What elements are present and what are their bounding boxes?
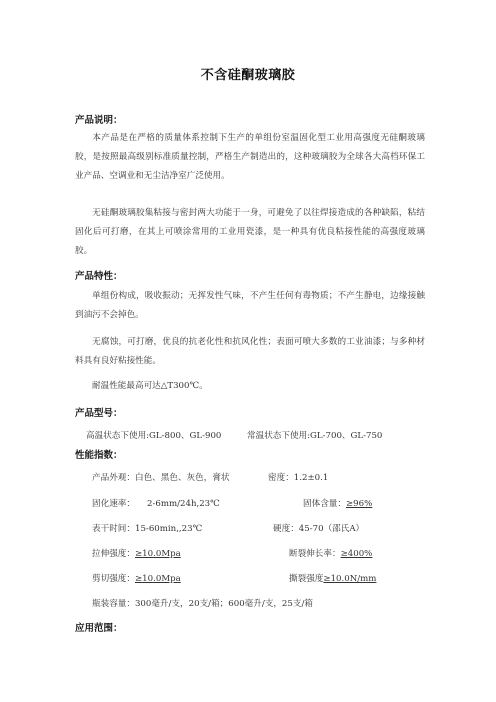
spec-shear-label: 剪切强度： <box>92 574 135 584</box>
spec-cure-rate <box>92 497 220 509</box>
spec-tensile-value: ≥10.0Mpa <box>134 549 181 559</box>
spec-packaging: 瓶装容量：300毫升/支，20支/箱；600毫升/支，25支/箱 <box>92 599 313 609</box>
heading-application: 应用范围： <box>75 623 123 634</box>
spec-tear-value: ≥10.0N/mm <box>323 574 377 584</box>
spec-elongation-label: 断裂伸长率： <box>289 549 341 559</box>
description-text-2: 无硅酮玻璃胶集粘接与密封两大功能于一身，可避免了以往焊接造成的各种缺陷，粘结固化后可打磨，在其上可喷涂常用的工业用瓷漆，是一种具有优良粘接性能的高强度玻璃胶。 <box>75 208 425 256</box>
spec-tear-label: 撕裂强度 <box>289 574 324 584</box>
spec-hardness <box>273 522 364 534</box>
features-text-1: 单组份构成，吸收振动；无挥发性气味，不产生任何有毒物质；不产生静电，边缘接触到油污不会掉色。 <box>75 291 425 320</box>
models-normal-temp: 常温状态下使用:GL-700、GL-750 <box>247 431 383 441</box>
document-title: 不含硅酮玻璃胶 <box>200 68 296 83</box>
features-text-2: 无腐蚀，可打磨，优良的抗老化性和抗风化性；表面可喷大多数的工业油漆；与多种材料具有良好粘接性能。 <box>75 337 425 366</box>
spec-tensile-label: 拉伸强度： <box>92 549 135 559</box>
spec-appearance: 产品外观：白色、黑色、灰色，膏状 <box>92 473 230 483</box>
features-paragraph-3 <box>75 377 425 396</box>
spec-tear <box>289 572 376 584</box>
spec-hardness-label: 硬度： <box>273 524 299 534</box>
heading-description: 产品说明： <box>75 115 123 126</box>
spec-tensile <box>92 547 181 559</box>
spec-shear <box>92 572 181 584</box>
description-paragraph-1 <box>75 129 425 186</box>
spec-surface-dry-label: 表干时间： <box>92 524 135 534</box>
models-high-temp: 高温状态下使用:GL-800、GL-900 <box>86 431 222 441</box>
spec-solid-content <box>303 497 372 509</box>
spec-elongation <box>289 547 372 559</box>
spec-hardness-value: 45-70（邵氏A） <box>298 524 365 534</box>
spec-surface-dry-value: 15-60min,,23℃ <box>134 524 203 534</box>
spec-density-label: 密度： <box>268 473 294 483</box>
spec-cure-rate-label: 固化速率： <box>92 499 135 509</box>
features-paragraph-1 <box>75 287 425 325</box>
spec-solid-content-value: ≥96% <box>345 499 373 509</box>
spec-elongation-value: ≥400% <box>340 549 373 559</box>
spec-density-value: 1.2±0.1 <box>293 473 329 483</box>
description-paragraph-2 <box>75 204 425 261</box>
heading-features: 产品特性： <box>75 271 123 282</box>
description-text-1: 本产品是在严格的质量体系控制下生产的单组份室温固化型工业用高强度无硅酮玻璃胶，是按照最高级别标准质量控制，严格生产制造出的，这种玻璃胶为全球各大高档环保工业产品、空调业和无尘洁净室广泛使用。 <box>75 133 425 181</box>
features-text-3: 耐温性能最高可达△T300℃。 <box>92 381 208 391</box>
spec-cure-rate-value: 2-6mm/24h,23℃ <box>146 499 220 509</box>
spec-solid-content-label: 固体含量： <box>303 499 346 509</box>
features-paragraph-2 <box>75 333 425 371</box>
heading-models: 产品型号： <box>75 408 123 419</box>
spec-shear-value: ≥10.0Mpa <box>134 574 181 584</box>
heading-specs: 性能指数： <box>75 450 123 461</box>
spec-density <box>268 471 328 483</box>
spec-surface-dry <box>92 522 202 534</box>
